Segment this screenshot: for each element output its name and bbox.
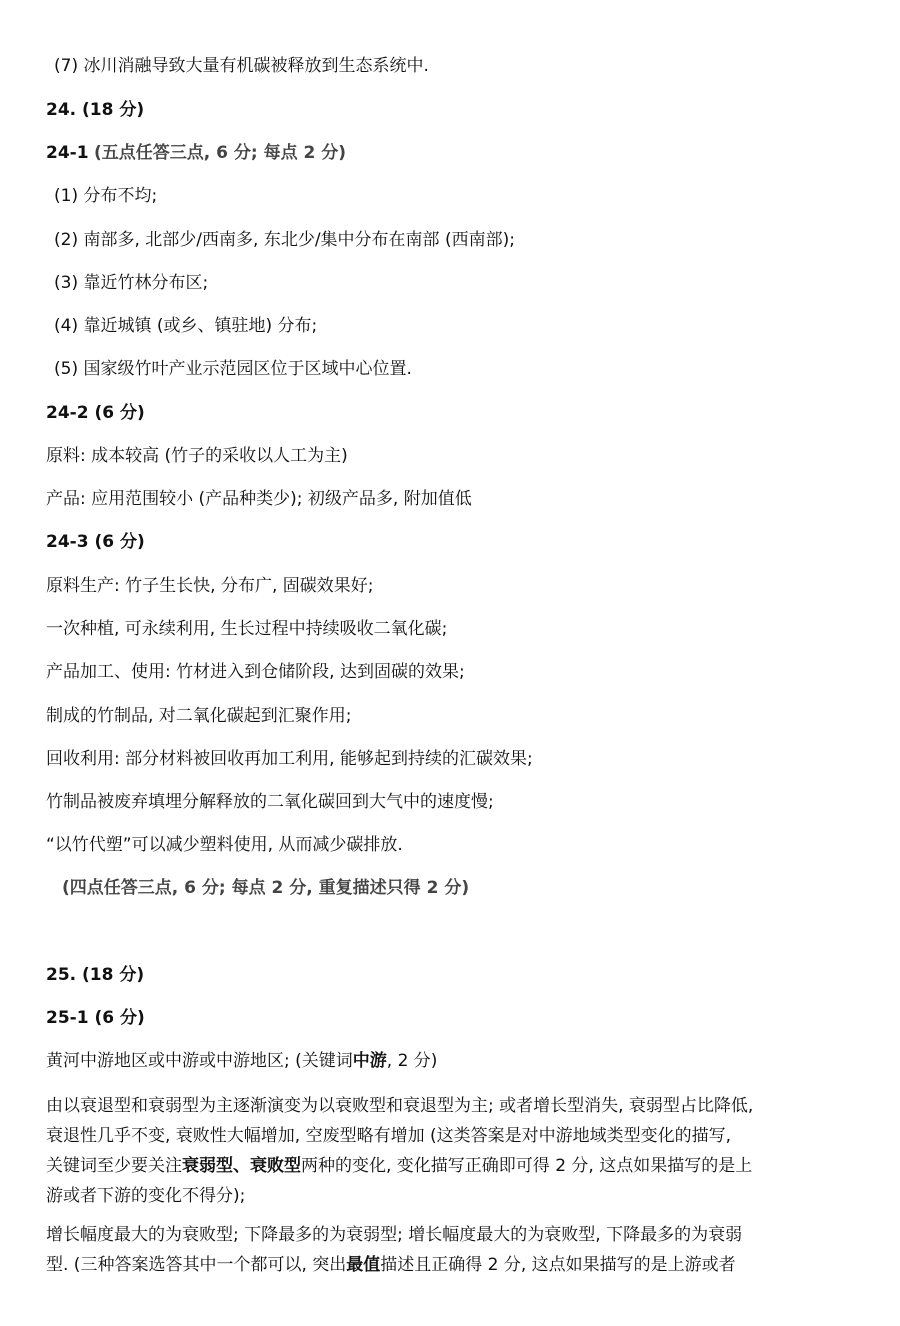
- subquestion-number: 24-1: [46, 143, 89, 163]
- question-heading: 25. (18 分): [46, 965, 145, 985]
- answer-line: 游或者下游的变化不得分);: [46, 1186, 246, 1206]
- scoring-note: (四点任答三点, 6 分; 每点 2 分, 重复描述只得 2 分): [62, 878, 470, 898]
- answer-line: [46, 1049, 437, 1073]
- subquestion-heading: [46, 141, 346, 165]
- text-line: (4) 靠近城镇 (或乡、镇驻地) 分布;: [54, 316, 318, 336]
- answer-text: 黄河中游地区或中游或中游地区; (关键词: [46, 1051, 353, 1071]
- keyword: 衰败型: [250, 1156, 301, 1176]
- answer-text: , 2 分): [386, 1051, 438, 1071]
- answer-text: 两种的变化, 变化描写正确即可得 2 分, 这点如果描写的是上: [301, 1156, 753, 1176]
- scoring-note: (五点任答三点, 6 分; 每点 2 分): [93, 143, 346, 163]
- text-line: 产品: 应用范围较小 (产品种类少); 初级产品多, 附加值低: [46, 489, 472, 509]
- text-line: 回收利用: 部分材料被回收再加工利用, 能够起到持续的汇碳效果;: [46, 749, 533, 769]
- keyword-separator: 、: [233, 1156, 250, 1176]
- answer-line: 增长幅度最大的为衰败型; 下降最多的为衰弱型; 增长幅度最大的为衰败型, 下降最多的为衰弱: [46, 1225, 743, 1245]
- keyword: 中游: [352, 1051, 387, 1071]
- answer-text: 关键词至少要关注: [46, 1156, 182, 1176]
- text-line: (2) 南部多, 北部少/西南多, 东北少/集中分布在南部 (西南部);: [54, 230, 515, 250]
- text-line: (5) 国家级竹叶产业示范园区位于区域中心位置.: [54, 359, 412, 379]
- answer-line: 由以衰退型和衰弱型为主逐渐演变为以衰败型和衰退型为主; 或者增长型消失, 衰弱型占比降低,: [46, 1096, 754, 1116]
- text-line: (7) 冰川消融导致大量有机碳被释放到生态系统中.: [54, 56, 429, 76]
- text-line: (1) 分布不均;: [54, 186, 158, 206]
- question-heading: 24. (18 分): [46, 100, 145, 120]
- answer-text: 型. (三种答案选答其中一个都可以, 突出: [46, 1255, 347, 1275]
- text-line: 竹制品被废弃填埋分解释放的二氧化碳回到大气中的速度慢;: [46, 792, 494, 812]
- keyword: 最值: [346, 1255, 381, 1275]
- subquestion-heading: 24-3 (6 分): [46, 532, 145, 552]
- subquestion-heading: 25-1 (6 分): [46, 1008, 145, 1028]
- keyword: 衰弱型: [182, 1156, 233, 1176]
- text-line: 一次种植, 可永续利用, 生长过程中持续吸收二氧化碳;: [46, 619, 448, 639]
- subquestion-heading: 24-2 (6 分): [46, 403, 145, 423]
- text-line: 原料生产: 竹子生长快, 分布广, 固碳效果好;: [46, 576, 374, 596]
- text-line: (3) 靠近竹林分布区;: [54, 273, 209, 293]
- text-line: 产品加工、使用: 竹材进入到仓储阶段, 达到固碳的效果;: [46, 662, 465, 682]
- text-line: 原料: 成本较高 (竹子的采收以人工为主): [46, 446, 348, 466]
- answer-text: 描述且正确得 2 分, 这点如果描写的是上游或者: [380, 1255, 736, 1275]
- answer-line: [46, 1154, 752, 1178]
- answer-line: [46, 1253, 736, 1277]
- answer-line: 衰退性几乎不变, 衰败性大幅增加, 空废型略有增加 (这类答案是对中游地域类型变化的描写,: [46, 1126, 732, 1146]
- text-line: “以竹代塑”可以减少塑料使用, 从而减少碳排放.: [46, 835, 403, 855]
- text-line: 制成的竹制品, 对二氧化碳起到汇聚作用;: [46, 706, 352, 726]
